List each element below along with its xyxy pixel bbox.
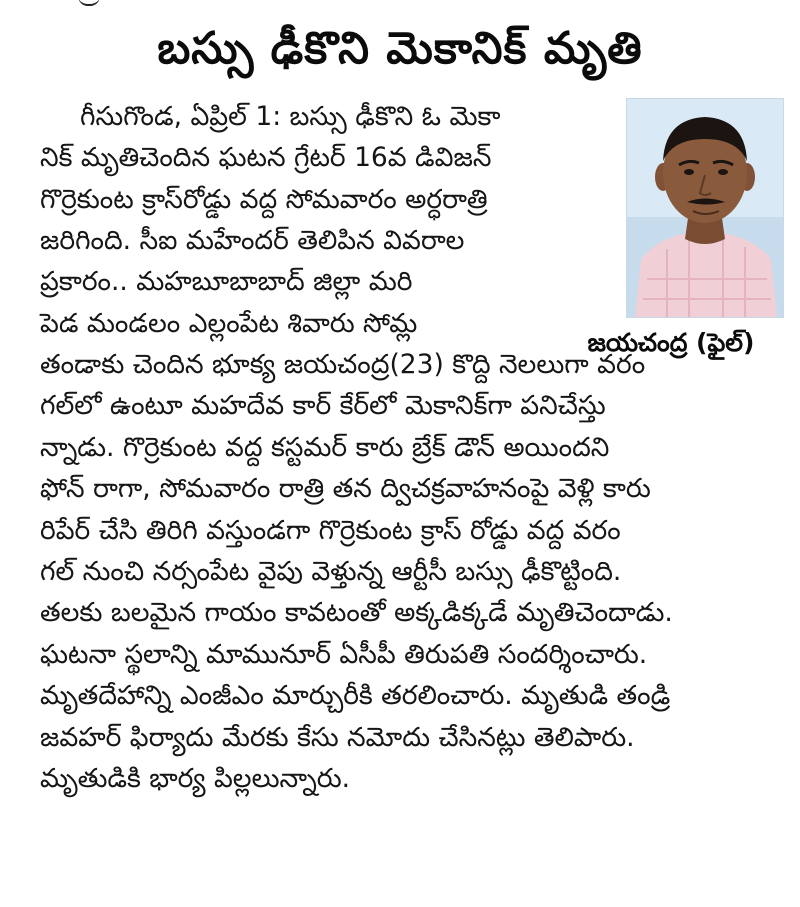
article-line: జవహర్ ఫిర్యాదు మేరకు కేసు నమోదు చేసినట్లు తెలిపారు.: [40, 722, 635, 753]
person-portrait-image: [627, 99, 783, 317]
article-line: గల్ నుంచి నర్సంపేట వైపు వెళ్తున్న ఆర్టీసీ బస్సు ఢీకొట్టింది.: [40, 556, 622, 587]
article-line: జరిగింది. సీఐ మహేందర్ తెలిపిన వివరాల: [40, 225, 465, 256]
article-line: గల్‌లో ఉంటూ మహదేవ కార్ కేర్‌లో మెకానిక్‌గా పనిచేస్తు: [40, 390, 606, 421]
article-line: మృతుడికి భార్య పిల్లలున్నారు.: [40, 763, 351, 794]
clipped-glyph-fragment: [78, 0, 100, 6]
article-line: రిపేర్ చేసి తిరిగి వస్తుండగా గొర్రెకుంట క్రాస్ రోడ్డు వద్ద వరం: [40, 515, 621, 546]
article-line: తలకు బలమైన గాయం కావటంతో అక్కడిక్కడే మృతిచెందాడు.: [40, 597, 673, 628]
article-line: గీసుగొండ, ఏప్రిల్ 1: బస్సు ఢీకొని ఓ మెకా: [80, 101, 501, 132]
article-line: నిక్ మృతిచెందిన ఘటన గ్రేటర్ 16వ డివిజన్: [40, 142, 492, 173]
article-line: న్నాడు. గొర్రెకుంట వద్ద కస్టమర్ కారు బ్రేక్ డౌన్ అయిందని: [40, 432, 610, 463]
clipped-previous-article: [0, 0, 800, 6]
article-line: తండాకు చెందిన భూక్య జయచంద్ర(23) కొద్ది నెలలుగా వరం: [40, 349, 646, 380]
article-line: పెడ మండలం ఎల్లంపేట శివారు సోమ్ల: [40, 308, 418, 339]
photo-caption: జయచంద్ర (ఫైల్): [587, 328, 755, 357]
person-photo: [626, 98, 784, 318]
article-line: మృతదేహాన్ని ఎంజీఎం మార్చురీకి తరలించారు. మృతుడి తండ్రి: [40, 680, 671, 711]
article-line: ఫోన్ రాగా, సోమవారం రాత్రి తన ద్విచక్రవాహనంపై వెళ్లి కారు: [40, 473, 651, 504]
article-line: ఘటనా స్థలాన్ని మామునూర్ ఏసీపీ తిరుపతి సందర్శించారు.: [40, 639, 648, 670]
headline: బస్సు ఢీకొని మెకానిక్ మృతి: [157, 23, 643, 74]
article-line: ప్రకారం.. మహబూబాబాద్ జిల్లా మరి: [40, 266, 413, 297]
article-line: గొర్రెకుంట క్రాస్‌రోడ్డు వద్ద సోమవారం అర్ధరాత్రి: [40, 184, 488, 215]
